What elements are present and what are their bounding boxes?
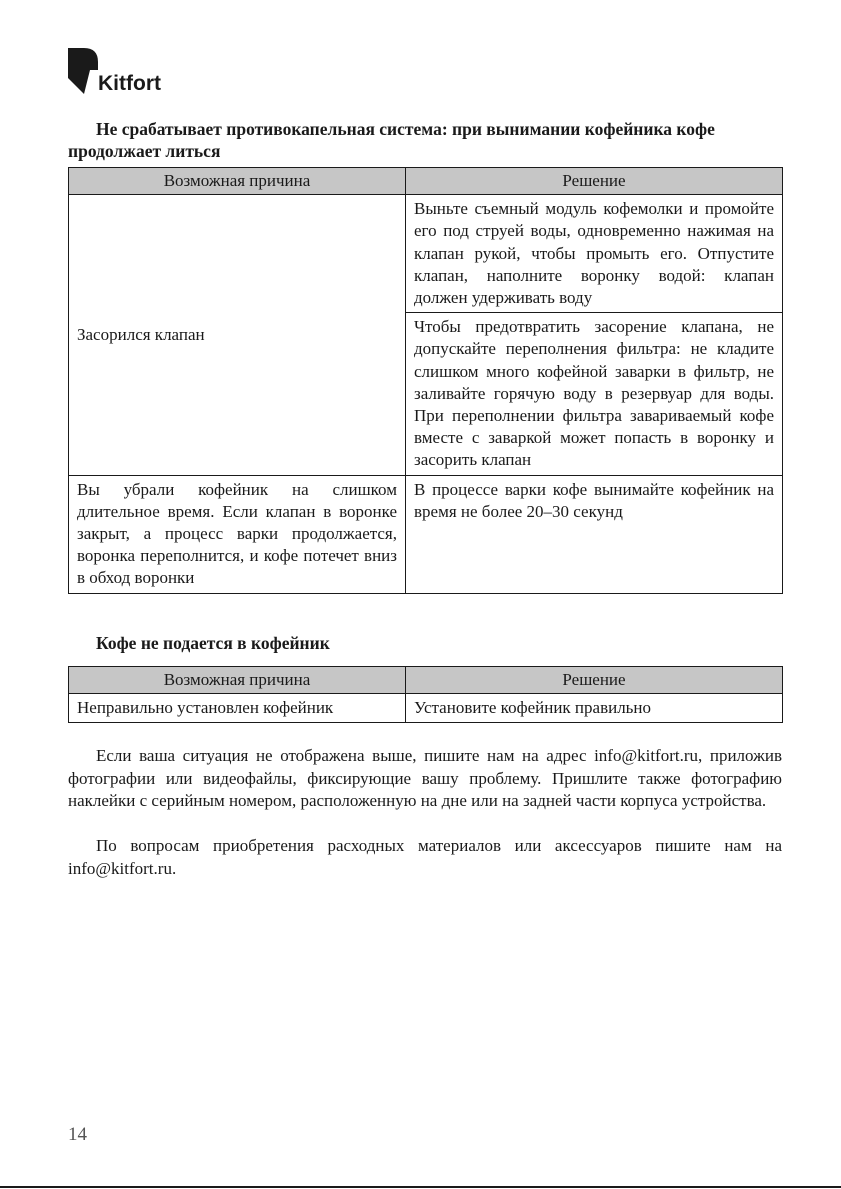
section-2-heading: Кофе не подается в кофейник — [96, 633, 330, 653]
cause-cell: Засорился клапан — [69, 195, 406, 475]
solution-cell: В процессе варки кофе вынимайте кофейник на время не более 20–30 секунд — [406, 475, 783, 593]
table-header-row — [69, 667, 783, 694]
column-header-cause: Возможная причина — [69, 667, 406, 694]
solution-cell: Установите кофейник правильно — [406, 694, 783, 723]
column-header-solution: Решение — [406, 667, 783, 694]
section-1-heading: Не срабатывает противокапельная система: при вынимании кофейника кофе продолжает литься — [68, 119, 715, 161]
table-row — [69, 694, 783, 723]
contact-paragraph: Если ваша ситуация не отображена выше, пишите нам на адрес info@kitfort.ru, приложив фотографии или видеофайлы, фиксирующие вашу проблему. Пришлите также фотографию наклейки с серийным номером, расположенную на дне или на задней части корпуса устройства. — [68, 746, 782, 810]
column-header-cause: Возможная причина — [69, 168, 406, 195]
solution-cell: Выньте съемный модуль кофемолки и промойте его под струей воды, одновременно нажимая на клапан рукой, чтобы промыть его. Отпустите клапан, наполните воронку водой: клапан должен удерживать воду — [406, 195, 783, 313]
table-row — [69, 195, 783, 313]
brand-name: Kitfort — [98, 72, 161, 95]
page-number: 14 — [68, 1124, 87, 1145]
cause-cell: Вы убрали кофейник на слишком длительное время. Если клапан в воронке закрыт, а процесс варки продолжается, воронка переполнится, и кофе потечет вниз в обход воронки — [69, 475, 406, 593]
brand-logo — [68, 48, 161, 94]
page-bottom-divider — [0, 1186, 841, 1188]
troubleshooting-table-2 — [68, 666, 783, 723]
column-header-solution: Решение — [406, 168, 783, 195]
table-header-row — [69, 168, 783, 195]
cause-cell: Неправильно установлен кофейник — [69, 694, 406, 723]
accessories-paragraph: По вопросам приобретения расходных материалов или аксессуаров пишите нам на info@kitfort.ru. — [68, 836, 782, 878]
troubleshooting-table-1 — [68, 167, 783, 594]
kitfort-logo-icon — [68, 48, 98, 94]
table-row — [69, 475, 783, 593]
solution-cell: Чтобы предотвратить засорение клапана, не допускайте переполнения фильтра: не кладите слишком много кофейной заварки в фильтр, не заливайте горячую воду в резервуар для воды. При переполнении фильтра завариваемый кофе вместе с заваркой может попасть в воронку и засорить клапан — [406, 313, 783, 475]
